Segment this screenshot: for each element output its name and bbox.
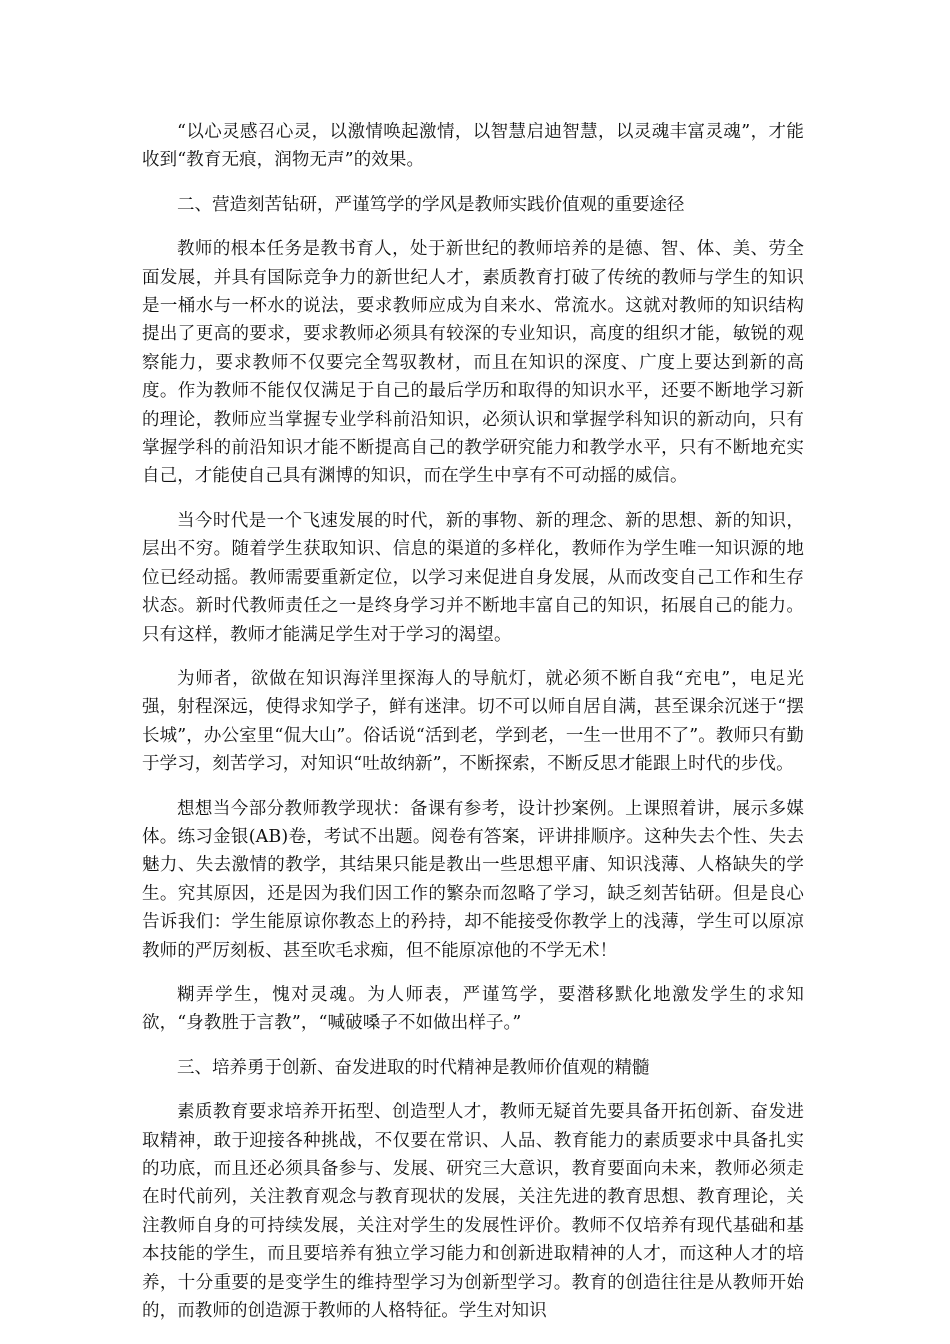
paragraph-role-model: 糊弄学生，愧对灵魂。为人师表，严谨笃学，要潜移默化地激发学生的求知欲，“身教胜于言教”，“喊破嗓子不如做出样子。” [142, 984, 804, 1034]
section-heading-3: 三、培养勇于创新、奋发进取的时代精神是教师价值观的精髓 [177, 1057, 650, 1078]
paragraph-intro-quote: “以心灵感召心灵，以激情唤起激情，以智慧启迪智慧，以灵魂丰富灵魂”，才能收到“教育无痕，润物无声”的效果。 [142, 122, 804, 171]
paragraph-innovation: 素质教育要求培养开拓型、创造型人才，教师无疑首先要具备开拓创新、奋发进取精神，敢于迎接各种挑战，不仅要在常识、人品、教育能力的素质要求中具备扎实的功底，而且还必须具备参与、发展、研究三大意识，教育要面向未来，教师必须走在时代前列，关注教育观念与教育现状的发展，关注先进的教育思想、教育理论，关注教师自身的可持续发展，关注对学生的发展性评价。教师不仅培养有现代基础和基本技能的学生，而且要培养有独立学习能力和创新进取精神的人才，而这种人才的培养，十分重要的是变学生的维持型学习为创新型学习。教育的创造往往是从教师开始的，而教师的创造源于教师的人格特征。学生对知识 [142, 1102, 804, 1322]
section-heading-2: 二、营造刻苦钻研，严谨笃学的学风是教师实践价值观的重要途径 [177, 194, 685, 215]
paragraph-era-development: 当今时代是一个飞速发展的时代，新的事物、新的理念、新的思想、新的知识，层出不穷。随着学生获取知识、信息的渠道的多样化，教师作为学生唯一知识源的地位已经动摇。教师需要重新定位，以学习来促进自身发展，从而改变自己工作和生存状态。新时代教师责任之一是终身学习并不断地丰富自己的知识，拓展自己的能力。只有这样，教师才能满足学生对于学习的渴望。 [142, 510, 804, 645]
document-page [142, 118, 804, 1341]
paragraph-teaching-status: 想想当今部分教师教学现状：备课有参考，设计抄案例。上课照着讲，展示多媒体。练习金银(AB)卷，考试不出题。阅卷有答案，评讲排顺序。这种失去个性、失去魅力、失去激情的教学，其结果只能是教出一些思想平庸、知识浅薄、人格缺失的学生。究其原因，还是因为我们因工作的繁杂而忽略了学习，缺乏刻苦钻研。但是良心告诉我们：学生能原谅你教态上的矜持，却不能接受你教学上的浅薄，学生可以原凉教师的严厉刻板、甚至吹毛求痴，但不能原凉他的不学无术！ [142, 798, 804, 961]
paragraph-teacher-task: 教师的根本任务是教书育人，处于新世纪的教师培养的是德、智、体、美、劳全面发展，并具有国际竞争力的新世纪人才，素质教育打破了传统的教师与学生的知识是一桶水与一杯水的说法，要求教师应成为自来水、常流水。这就对教师的知识结构提出了更高的要求，要求教师必须具有较深的专业知识，高度的组织才能，敏锐的观察能力，要求教师不仅要完全驾驭教材，而且在知识的深度、广度上要达到新的高度。作为教师不能仅仅满足于自己的最后学历和取得的知识水平，还要不断地学习新的理论，教师应当掌握专业学科前沿知识，必须认识和掌握学科知识的新动向，只有掌握学科的前沿知识才能不断提高自己的教学研究能力和教学水平，只有不断地充实自己，才能使自己具有渊博的知识，而在学生中享有不可动摇的威信。 [142, 239, 804, 487]
paragraph-self-charging: 为师者，欲做在知识海洋里探海人的导航灯，就必须不断自我“充电”，电足光强，射程深远，使得求知学子，鲜有迷津。切不可以师自居自满，甚至课余沉迷于“摆长城”，办公室里“侃大山”。俗话说“活到老，学到老，一生一世用不了”。教师只有勤于学习，刻苦学习，对知识“吐故纳新”，不断探索，不断反思才能跟上时代的步伐。 [142, 668, 804, 775]
